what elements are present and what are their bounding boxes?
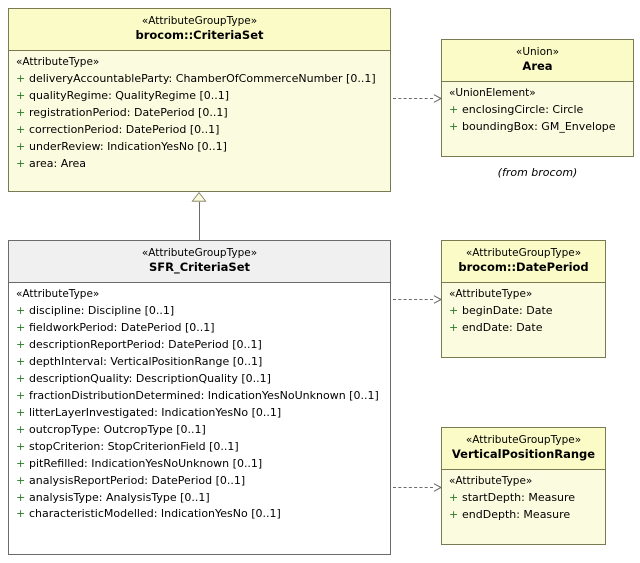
attribute-row bbox=[9, 155, 390, 172]
attribute-row bbox=[442, 490, 605, 507]
generalization-line-sfr-to-criteriaset bbox=[199, 202, 200, 240]
attribute-row bbox=[9, 354, 390, 371]
attribute-text: fieldworkPeriod: DatePeriod [0..1] bbox=[29, 321, 215, 335]
attribute-stereotype: «AttributeType» bbox=[449, 474, 533, 487]
visibility-marker: + bbox=[16, 507, 26, 521]
attribute-stereotype: «AttributeType» bbox=[449, 287, 533, 300]
attribute-row bbox=[9, 472, 390, 489]
attribute-text: underReview: IndicationYesNo [0..1] bbox=[29, 139, 227, 153]
attribute-text: stopCriterion: StopCriterionField [0..1] bbox=[29, 439, 239, 453]
class-stereotype: «AttributeGroupType» bbox=[141, 247, 258, 259]
attribute-text: endDepth: Measure bbox=[462, 508, 571, 522]
attribute-row bbox=[9, 122, 390, 139]
attribute-row bbox=[442, 507, 605, 524]
class-name: VerticalPositionRange bbox=[451, 447, 596, 462]
attribute-row bbox=[9, 404, 390, 421]
attribute-row bbox=[9, 421, 390, 438]
attributes-compartment-area bbox=[442, 82, 633, 140]
visibility-marker: + bbox=[16, 72, 26, 86]
dependency-line-sfr-to-dateperiod bbox=[393, 299, 433, 300]
attribute-text: pitRefilled: IndicationYesNoUnknown [0..1] bbox=[29, 456, 263, 470]
visibility-marker: + bbox=[16, 473, 26, 487]
attribute-row bbox=[9, 506, 390, 523]
attribute-text: deliveryAccountableParty: ChamberOfCommerceNumber [0..1] bbox=[29, 72, 376, 86]
visibility-marker: + bbox=[16, 405, 26, 419]
attributes-compartment-brocom-dateperiod bbox=[442, 283, 605, 341]
attribute-row bbox=[9, 88, 390, 105]
visibility-marker: + bbox=[449, 321, 459, 335]
visibility-marker: + bbox=[16, 304, 26, 318]
dependency-line-criteriaset-to-area bbox=[393, 98, 433, 99]
visibility-marker: + bbox=[16, 106, 26, 120]
class-name: Area bbox=[522, 59, 553, 74]
attribute-stereotype: «AttributeType» bbox=[16, 55, 100, 68]
package-footnote-from-brocom: (from brocom) bbox=[497, 166, 578, 179]
attribute-row bbox=[442, 320, 605, 337]
class-box-brocom-criteriaset[interactable] bbox=[8, 8, 391, 192]
attribute-stereotype: «UnionElement» bbox=[449, 86, 536, 99]
attribute-text: descriptionQuality: DescriptionQuality [0..1] bbox=[29, 371, 271, 385]
visibility-marker: + bbox=[16, 388, 26, 402]
class-name: SFR_CriteriaSet bbox=[148, 260, 251, 275]
attribute-text: depthInterval: VerticalPositionRange [0..1] bbox=[29, 355, 263, 368]
visibility-marker: + bbox=[16, 490, 26, 504]
visibility-marker: + bbox=[449, 508, 459, 522]
visibility-marker: + bbox=[16, 89, 26, 103]
class-stereotype: «Union» bbox=[515, 46, 560, 58]
attributes-compartment-verticalpositionrange bbox=[442, 470, 605, 528]
visibility-marker: + bbox=[449, 120, 459, 134]
visibility-marker: + bbox=[16, 439, 26, 453]
attribute-text: qualityRegime: QualityRegime [0..1] bbox=[29, 89, 230, 103]
dependency-line-sfr-to-verticalpositionrange bbox=[393, 487, 433, 488]
attribute-text: fractionDistributionDetermined: IndicationYesNoUnknown [0..1] bbox=[29, 388, 379, 402]
attribute-row bbox=[442, 119, 633, 136]
attribute-stereotype: «AttributeType» bbox=[16, 287, 100, 300]
class-name: brocom::DatePeriod bbox=[458, 260, 589, 275]
attribute-text: endDate: Date bbox=[462, 321, 543, 335]
visibility-marker: + bbox=[16, 156, 26, 170]
attribute-text: outcropType: OutcropType [0..1] bbox=[29, 422, 206, 436]
class-name: brocom::CriteriaSet bbox=[135, 28, 264, 43]
attribute-text: beginDate: Date bbox=[462, 304, 553, 318]
visibility-marker: + bbox=[16, 422, 26, 436]
class-box-sfr-criteriaset[interactable] bbox=[8, 240, 391, 555]
attribute-text: enclosingCircle: Circle bbox=[462, 103, 584, 117]
attribute-row bbox=[9, 337, 390, 354]
class-header-brocom-dateperiod bbox=[442, 241, 605, 283]
attribute-row bbox=[442, 303, 605, 320]
visibility-marker: + bbox=[16, 338, 26, 352]
attribute-row bbox=[9, 320, 390, 337]
generalization-arrowhead-triangle bbox=[191, 192, 207, 202]
attribute-text: startDepth: Measure bbox=[462, 491, 576, 505]
visibility-marker: + bbox=[16, 321, 26, 335]
class-stereotype: «AttributeGroupType» bbox=[141, 15, 258, 27]
attribute-row bbox=[9, 105, 390, 122]
visibility-marker: + bbox=[16, 139, 26, 153]
attribute-row bbox=[9, 71, 390, 88]
attribute-text: boundingBox: GM_Envelope bbox=[462, 120, 616, 134]
visibility-marker: + bbox=[449, 491, 459, 505]
attribute-row bbox=[9, 455, 390, 472]
attributes-compartment-sfr-criteriaset bbox=[9, 283, 390, 527]
attribute-row bbox=[9, 370, 390, 387]
attribute-row bbox=[9, 138, 390, 155]
attribute-text: registrationPeriod: DatePeriod [0..1] bbox=[29, 106, 228, 120]
class-header-verticalpositionrange bbox=[442, 428, 605, 470]
attribute-row bbox=[9, 303, 390, 320]
attribute-text: characteristicModelled: IndicationYesNo [0..1] bbox=[29, 507, 281, 521]
visibility-marker: + bbox=[16, 123, 26, 136]
attribute-text: discipline: Discipline [0..1] bbox=[29, 304, 175, 318]
visibility-marker: + bbox=[449, 103, 459, 117]
visibility-marker: + bbox=[16, 355, 26, 368]
attribute-row bbox=[442, 102, 633, 119]
class-stereotype: «AttributeGroupType» bbox=[465, 434, 582, 446]
attribute-row bbox=[9, 438, 390, 455]
class-header-sfr-criteriaset bbox=[9, 241, 390, 283]
attribute-text: analysisReportPeriod: DatePeriod [0..1] bbox=[29, 473, 246, 487]
class-box-brocom-dateperiod[interactable] bbox=[441, 240, 606, 358]
class-stereotype: «AttributeGroupType» bbox=[465, 247, 582, 259]
attribute-text: analysisType: AnalysisType [0..1] bbox=[29, 490, 210, 504]
class-box-area[interactable] bbox=[441, 39, 634, 157]
class-header-area bbox=[442, 40, 633, 82]
attributes-compartment-brocom-criteriaset bbox=[9, 51, 390, 177]
class-box-verticalpositionrange[interactable] bbox=[441, 427, 606, 545]
visibility-marker: + bbox=[16, 456, 26, 470]
visibility-marker: + bbox=[16, 371, 26, 385]
attribute-text: correctionPeriod: DatePeriod [0..1] bbox=[29, 123, 220, 136]
attribute-text: descriptionReportPeriod: DatePeriod [0..1] bbox=[29, 338, 262, 352]
attribute-row bbox=[9, 387, 390, 404]
attribute-row bbox=[9, 489, 390, 506]
visibility-marker: + bbox=[449, 304, 459, 318]
attribute-text: litterLayerInvestigated: IndicationYesNo [0..1] bbox=[29, 405, 282, 419]
class-header-brocom-criteriaset bbox=[9, 9, 390, 51]
attribute-text: area: Area bbox=[29, 156, 87, 170]
